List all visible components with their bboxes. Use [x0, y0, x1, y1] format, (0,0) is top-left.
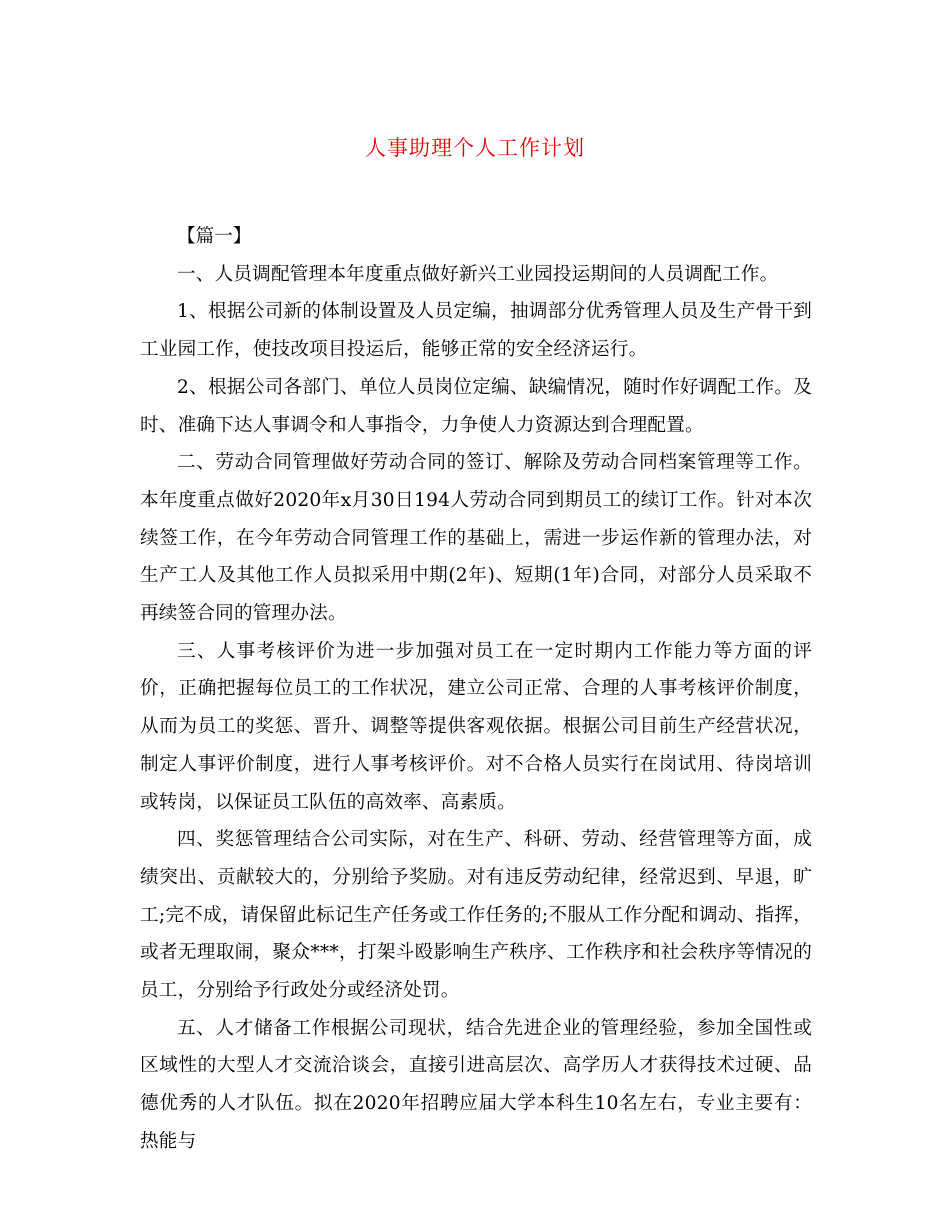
paragraph-2: 1、根据公司新的体制设置及人员定编，抽调部分优秀管理人员及生产骨干到工业园工作，使技改项目投运后，能够正常的安全经济运行。 [140, 301, 812, 361]
paragraph-1: 一、人员调配管理本年度重点做好新兴工业园投运期间的人员调配工作。 [177, 263, 779, 285]
paragraph-7: 五、人才储备工作根据公司现状，结合先进企业的管理经验，参加全国性或区域性的大型人才交流洽谈会，直接引进高层次、高学历人才获得技术过硬、品德优秀的人才队伍。拟在2020年招聘应届大学本科生10名左右，专业主要有：热能与 [140, 1017, 812, 1152]
paragraph-6: 四、奖惩管理结合公司实际，对在生产、科研、劳动、经营管理等方面，成绩突出、贡献较大的，分别给予奖励。对有违反劳动纪律，经常迟到、早退，旷工;完不成，请保留此标记生产任务或工作任务的;不服从工作分配和调动、指挥，或者无理取闹，聚众***，打架斗殴影响生产秩序、工作秩序和社会秩序等情况的员工，分别给予行政处分或经济处罚。 [140, 829, 812, 1002]
section-label: 【篇一】 [177, 226, 252, 247]
paragraph-5: 三、人事考核评价为进一步加强对员工在一定时期内工作能力等方面的评价，正确把握每位员工的工作状况，建立公司正常、合理的人事考核评价制度，从而为员工的奖惩、晋升、调整等提供客观依据。根据公司目前生产经营状况，制定人事评价制度，进行人事考核评价。对不合格人员实行在岗试用、待岗培训或转岗，以保证员工队伍的高效率、高素质。 [140, 640, 812, 813]
document-body [140, 218, 812, 1161]
document-title: 人事助理个人工作计划 [365, 136, 585, 160]
paragraph-4: 二、劳动合同管理做好劳动合同的签订、解除及劳动合同档案管理等工作。本年度重点做好2020年x月30日194人劳动合同到期员工的续订工作。针对本次续签工作，在今年劳动合同管理工作的基础上，需进一步运作新的管理办法，对生产工人及其他工作人员拟采用中期(2年)、短期(1年)合同，对部分人员采取不再续签合同的管理办法。 [140, 452, 812, 625]
paragraph-3: 2、根据公司各部门、单位人员岗位定编、缺编情况，随时作好调配工作。及时、准确下达人事调令和人事指令，力争使人力资源达到合理配置。 [140, 376, 812, 436]
